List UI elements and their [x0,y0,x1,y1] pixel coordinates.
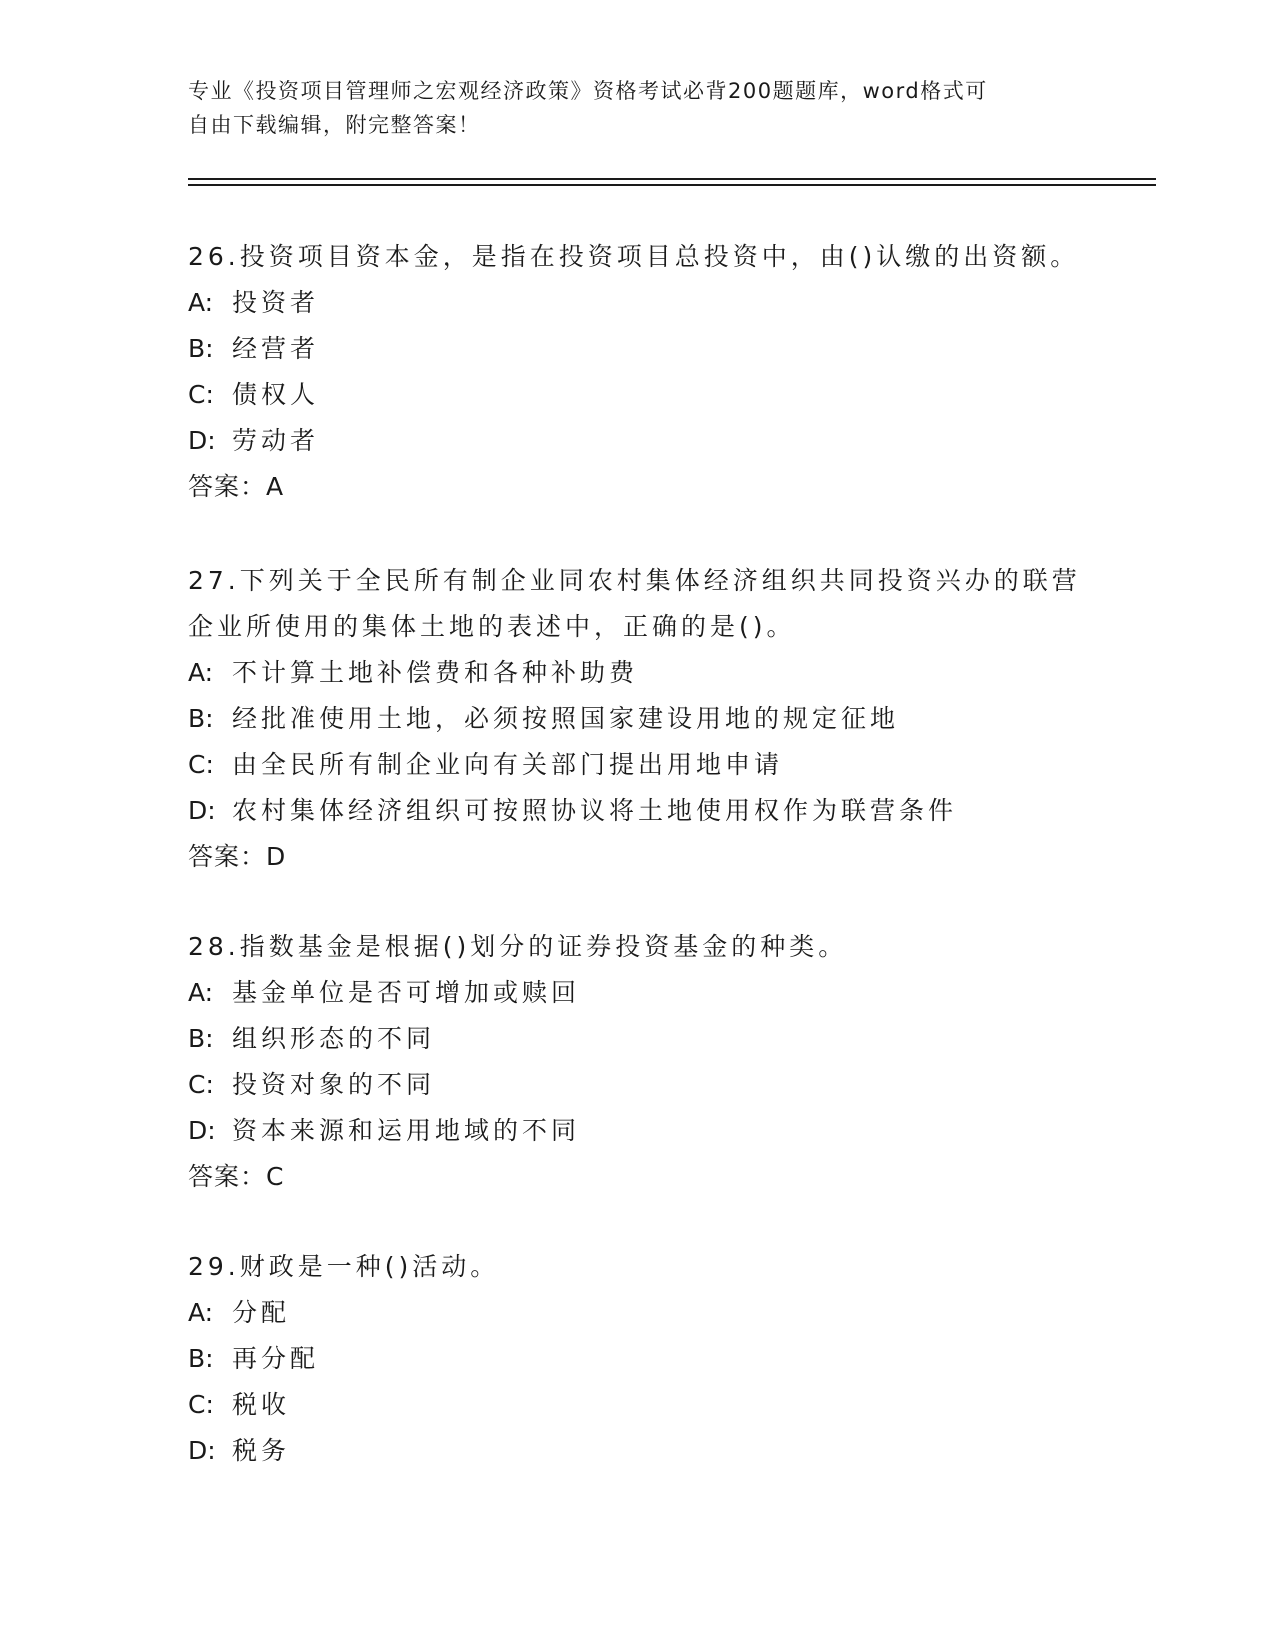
option-text: 农村集体经济组织可按照协议将土地使用权作为联营条件 [232,796,958,825]
question-stem-line-1: 27.下列关于全民所有制企业同农村集体经济组织共同投资兴办的联营 [188,566,1081,595]
question-stem: 28.指数基金是根据()划分的证券投资基金的种类。 [188,932,848,961]
option-key: D: [188,426,216,455]
option-a [188,280,1088,326]
option-key: C: [188,1390,214,1419]
option-key: D: [188,1436,216,1465]
header-divider-bottom [188,184,1156,186]
answer-line: 答案：C [188,1162,285,1191]
option-text: 分配 [232,1298,291,1327]
answer-line: 答案：A [188,472,285,501]
option-d [188,418,1088,464]
option-text: 组织形态的不同 [232,1024,436,1053]
option-text: 经营者 [232,334,320,363]
option-c [188,1382,1088,1428]
header-divider-top [188,178,1156,180]
option-text: 劳动者 [232,426,320,455]
option-key: C: [188,1070,214,1099]
question-27 [188,558,1088,880]
option-d [188,788,1088,834]
option-key: A: [188,1298,214,1327]
option-a [188,970,1088,1016]
option-text: 不计算土地补偿费和各种补助费 [232,658,639,687]
option-key: A: [188,658,214,687]
option-d [188,1108,1088,1154]
option-key: C: [188,380,214,409]
option-key: A: [188,288,214,317]
header-line-1: 专业《投资项目管理师之宏观经济政策》资格考试必背200题题库，word格式可 [188,79,988,103]
option-b [188,1336,1088,1382]
option-c [188,1062,1088,1108]
option-key: D: [188,1116,216,1145]
option-text: 资本来源和运用地域的不同 [232,1116,581,1145]
option-text: 投资对象的不同 [232,1070,436,1099]
option-b [188,326,1088,372]
option-text: 由全民所有制企业向有关部门提出用地申请 [232,750,784,779]
option-key: A: [188,978,214,1007]
option-d [188,1428,1088,1474]
option-key: B: [188,1344,214,1373]
option-key: B: [188,704,214,733]
document-header [188,74,1068,142]
question-stem-line-2: 企业所使用的集体土地的表述中，正确的是()。 [188,612,796,641]
option-key: C: [188,750,214,779]
option-a [188,650,1088,696]
option-text: 税收 [232,1390,291,1419]
option-text: 经批准使用土地，必须按照国家建设用地的规定征地 [232,704,900,733]
question-stem: 26.投资项目资本金，是指在投资项目总投资中，由()认缴的出资额。 [188,242,1080,271]
option-key: B: [188,1024,214,1053]
option-text: 债权人 [232,380,320,409]
option-key: B: [188,334,214,363]
question-26 [188,234,1088,510]
option-text: 投资者 [232,288,320,317]
option-b [188,1016,1088,1062]
option-c [188,372,1088,418]
question-28 [188,924,1088,1200]
question-stem: 29.财政是一种()活动。 [188,1252,500,1281]
option-key: D: [188,796,216,825]
option-a [188,1290,1088,1336]
answer-line: 答案：D [188,842,287,871]
option-text: 基金单位是否可增加或赎回 [232,978,581,1007]
option-text: 税务 [232,1436,291,1465]
option-c [188,742,1088,788]
option-b [188,696,1088,742]
option-text: 再分配 [232,1344,320,1373]
header-line-2: 自由下载编辑，附完整答案！ [188,113,481,137]
question-29 [188,1244,1088,1474]
